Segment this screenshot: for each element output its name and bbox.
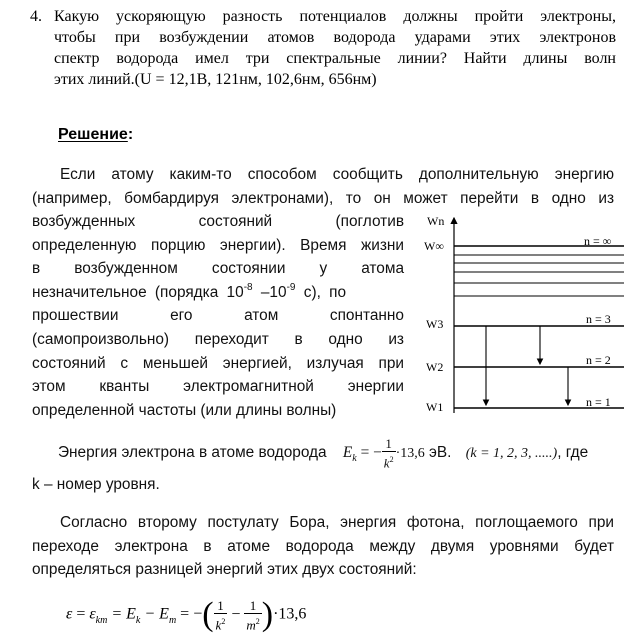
lifetime-exp2: -9 bbox=[286, 281, 296, 293]
fraction-denominator bbox=[382, 452, 396, 470]
eq-frac1-num: 1 bbox=[214, 598, 228, 614]
energy-lhs-sub: k bbox=[352, 453, 357, 465]
eq-frac1-den-exp: 2 bbox=[221, 616, 226, 626]
energy-unit: эВ. bbox=[424, 444, 452, 462]
eq-right-paren: ) bbox=[261, 596, 274, 633]
paragraph-line: прошествии его атом спонтанно bbox=[32, 307, 404, 325]
energy-tail: ·13,6 bbox=[395, 446, 425, 462]
photon-energy-equation bbox=[66, 596, 306, 634]
problem-line: Какую ускоряющую разность потенциалов должны пройти электроны, bbox=[54, 8, 616, 25]
solution-heading-colon: : bbox=[127, 126, 134, 143]
eq-eps-km: ε bbox=[89, 605, 96, 623]
energy-fraction bbox=[382, 436, 396, 470]
eq-sep: − bbox=[231, 605, 241, 623]
eq-fraction-1 bbox=[214, 598, 228, 632]
eq-ek-sub: k bbox=[135, 614, 141, 626]
paragraph-line: Если атому каким-то способом сообщить дополнительную энергию bbox=[60, 166, 614, 183]
eq-eq3: = − bbox=[176, 605, 203, 623]
paragraph-line: определенной частоты (или длины волны) bbox=[32, 401, 337, 419]
paragraph-line: состояний с меньшей энергией, излучая при bbox=[32, 354, 404, 372]
problem-line: спектр водорода имел три спектральные линии? Найти длины волн bbox=[54, 50, 616, 67]
solution-heading-word: Решение bbox=[58, 126, 128, 143]
paragraph-line: определяться разницей энергий этих двух состояний: bbox=[32, 561, 417, 579]
problem-line: чтобы при возбуждении атомов водорода ударами этих электронов bbox=[54, 29, 616, 46]
state-label-inf: n = ∞ bbox=[584, 234, 612, 248]
eq-tail: ·13,6 bbox=[273, 605, 307, 623]
eq-frac1-den bbox=[214, 614, 228, 632]
energy-lhs-symbol: E bbox=[342, 444, 353, 462]
eq-eps: ε bbox=[66, 605, 73, 623]
paragraph-line: этом кванты электромагнитной энергии bbox=[32, 378, 404, 396]
paragraph-excitation-left bbox=[32, 210, 404, 422]
lifetime-exp1: -8 bbox=[243, 281, 253, 293]
energy-equals: = − bbox=[356, 444, 382, 462]
eq-eq1: = bbox=[72, 605, 90, 623]
level-label-2: W2 bbox=[426, 360, 444, 374]
lifetime-suffix: с), по bbox=[295, 283, 347, 301]
eq-left-paren: ( bbox=[202, 596, 214, 633]
fraction-denominator-exp: 2 bbox=[389, 455, 394, 464]
level-label-3: W3 bbox=[426, 317, 444, 331]
problem-line: этих линий.(U = 12,1В, 121нм, 102,6нм, 656нм) bbox=[54, 71, 377, 88]
paragraph-line: в возбужденном состоянии у атома bbox=[32, 260, 404, 278]
eq-frac1-den-base: k bbox=[215, 617, 222, 633]
eq-eps-km-sub: km bbox=[95, 614, 108, 626]
state-label-1: n = 1 bbox=[586, 395, 611, 409]
energy-after: , где bbox=[557, 444, 589, 462]
level-label-1: W1 bbox=[426, 400, 444, 414]
paragraph-line: Согласно второму постулату Бора, энергия фотона, поглощаемого при bbox=[60, 514, 614, 531]
lifetime-prefix: незначительное (порядка 10 bbox=[32, 283, 244, 301]
lifetime-line bbox=[32, 281, 404, 305]
paragraph-line: возбужденных состояний (поглотив bbox=[32, 213, 404, 230]
eq-frac2-den bbox=[244, 614, 261, 632]
energy-level-diagram bbox=[418, 208, 628, 420]
axis-label: Wn bbox=[427, 214, 445, 228]
energy-lead: Энергия электрона в атоме водорода bbox=[58, 444, 327, 462]
eq-frac2-num: 1 bbox=[244, 598, 261, 614]
problem-number: 4. bbox=[30, 8, 42, 25]
eq-eq2: = E bbox=[107, 605, 136, 623]
energy-lhs bbox=[342, 444, 357, 465]
paragraph-excitation bbox=[32, 163, 614, 210]
solution-heading bbox=[58, 126, 133, 144]
state-label-3: n = 3 bbox=[586, 312, 611, 326]
eq-frac2-den-base: m bbox=[246, 617, 256, 633]
k-values: (k = 1, 2, 3, .....) bbox=[465, 446, 558, 462]
paragraph-line: определенную порцию энергии). Время жизни bbox=[32, 236, 404, 254]
fraction-numerator: 1 bbox=[382, 436, 396, 452]
paragraph-line: (самопроизвольно) переходит в одно из bbox=[32, 330, 404, 348]
fraction-denominator-base: k bbox=[383, 455, 390, 471]
paragraph-line: (например, бомбардируя электронами), то он может перейти в одно из bbox=[32, 189, 614, 207]
paragraph-line: k – номер уровня. bbox=[32, 476, 160, 493]
lifetime-mid: –10 bbox=[252, 283, 287, 301]
paragraph-bohr bbox=[32, 511, 614, 582]
eq-frac2-den-exp: 2 bbox=[255, 616, 260, 626]
energy-formula-line bbox=[58, 436, 588, 471]
eq-em-sub: m bbox=[168, 614, 177, 626]
paragraph-line: переходе электрона в атоме водорода между двумя уровнями будет bbox=[32, 537, 614, 555]
eq-fraction-2 bbox=[244, 598, 261, 632]
state-label-2: n = 2 bbox=[586, 353, 611, 367]
level-label-inf: W∞ bbox=[424, 239, 444, 253]
eq-minus: − E bbox=[140, 605, 169, 623]
problem-statement bbox=[30, 6, 616, 90]
